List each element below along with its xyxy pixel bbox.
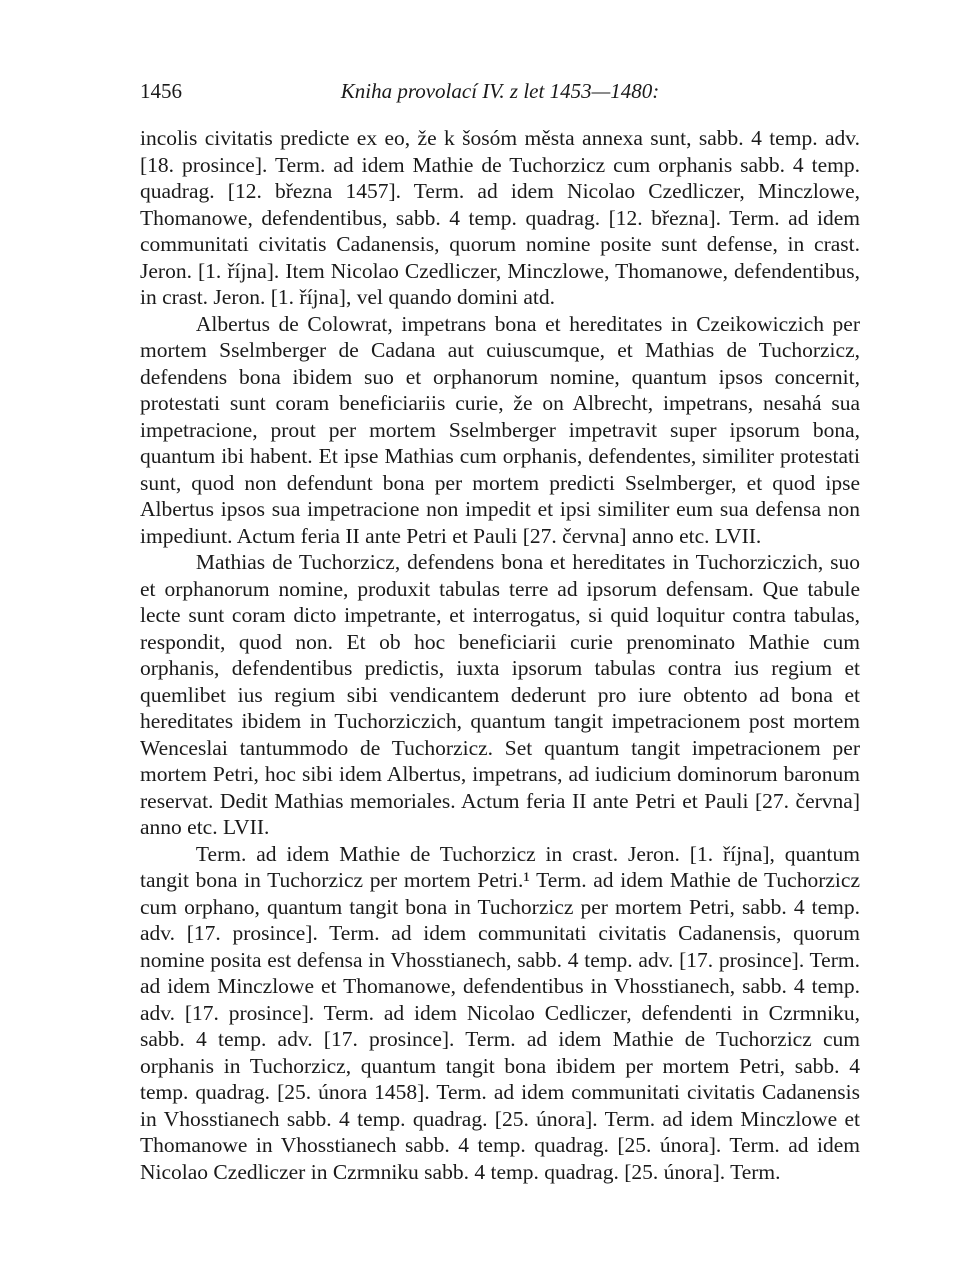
paragraph: Mathias de Tuchorzicz, defendens bona et hereditates in Tuchorziczich, suo et orphanorum nomine, produxit tabulas terre ad ipsorum defensam. Que tabule lecte sunt coram dicto impetrante, et interrogatus, si quid loquitur contra tabulas, respondit, quod non. Et ob hoc beneficiarii curie prenominato Mathie cum orphanis, defendentibus predictis, iuxta ipsorum tabulas contra ius regium et quemlibet ius regium sibi vendicantem dederunt pro iure obtento ad bona et hereditates ibidem in Tuchorziczich, quantum tangit impetracionem post mortem Wenceslai tantummodo de Tuchorzicz. Set quantum tangit impetracionem per mortem Petri, hoc sibi idem Albertus, impetrans, ad iudicium dominorum baronum reservat. Dedit Mathias memoriales. Actum feria II ante Petri et Pauli [27. června] anno etc. LVII.	[140, 550, 860, 839]
page-number: 1456	[140, 79, 182, 103]
paragraph: Albertus de Colowrat, impetrans bona et hereditates in Czeikowiczich per mortem Sselmberger de Cadana aut cuiuscumque, et Mathias de Tuchorzicz, defendens bona ibidem suo et orphanorum nomine, quantum ipsos concernit, protestati sunt coram beneficiariis curie, že on Albrecht, impetrans, nesahá sua impetracione, prout per mortem Sselmberger impetravit super ipsorum bona, quantum ibi habent. Et ipse Mathias cum orphanis, defendentes, similiter protestati sunt, quod non defendunt bona per mortem predicti Sselmberger, et quod ipse Albertus ipsos sua impetracione non impedit et ipsi similiter eum sua defensa non impediunt. Actum feria II ante Petri et Pauli [27. června] anno etc. LVII.	[140, 311, 860, 548]
paragraph: Term. ad idem Mathie de Tuchorzicz in crast. Jeron. [1. října], quantum tangit bona in Tuchorzicz per mortem Petri.¹ Term. ad idem Mathie de Tuchorzicz cum orphano, quantum tangit bona in Tuchorzicz per mortem Petri, sabb. 4 temp. adv. [17. prosince]. Term. ad idem communitati civitatis Cadanensis, quorum nomine posita est defensa in Vhosstianech, sabb. 4 temp. adv. [17. prosince]. Term. ad idem Minczlowe et Thomanowe, defendentibus in Vhosstianech, sabb. 4 temp. adv. [17. prosince]. Term. ad idem Nicolao Cedliczer, defendenti in Czrmniku, sabb. 4 temp. adv. [17. prosince]. Term. ad idem Mathie de Tuchorzicz cum orphanis in Tuchorzicz, quantum tangit bona ibidem per mortem Petri, sabb. 4 temp. quadrag. [25. února 1458]. Term. ad idem communitati civitatis Cadanensis in Vhosstianech sabb. 4 temp. quadrag. [25. února]. Term. ad idem Minczlowe et Thomanowe in Vhosstianech sabb. 4 temp. quadrag. [25. února]. Term. ad idem Nicolao Czedliczer in Czrmniku sabb. 4 temp. quadrag. [25. února]. Term.	[140, 841, 860, 1184]
body-text	[140, 125, 860, 1185]
running-title: Kniha provolací IV. z let 1453—1480:	[340, 79, 660, 103]
paragraph-continued: incolis civitatis predicte ex eo, že k šosóm města annexa sunt, sabb. 4 temp. adv. [18. prosince]. Term. ad idem Mathie de Tuchorzicz cum orphanis sabb. 4 temp. quadrag. [12. března 1457]. Term. ad idem Nicolao Czedliczer, Minczlowe, Thomanowe, defendentibus, sabb. 4 temp. quadrag. [12. března]. Term. ad idem communitati civitatis Cadanensis, quorum nomine posite sunt defense, in crast. Jeron. [1. října]. Item Nicolao Czedliczer, Minczlowe, Thomanowe, defendentibus, in crast. Jeron. [1. října], vel quando domini atd.	[140, 126, 860, 309]
page-header	[140, 76, 860, 106]
